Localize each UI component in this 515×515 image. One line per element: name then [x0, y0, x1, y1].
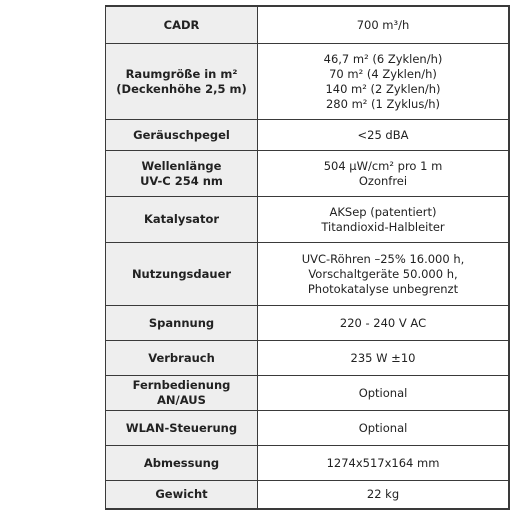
row-value: 504 µW/cm² pro 1 m Ozonfrei	[257, 151, 510, 196]
table-row-katalysator	[105, 196, 510, 242]
row-label: Gewicht	[105, 481, 257, 508]
spec-table	[48, 5, 510, 510]
row-label: Abmessung	[105, 446, 257, 480]
table-row-abmessung	[105, 445, 510, 480]
row-label: Fernbedienung AN/AUS	[105, 376, 257, 410]
category-label: Daten	[48, 385, 64, 429]
row-value: 700 m³/h	[257, 7, 510, 43]
row-label: CADR	[105, 7, 257, 43]
row-value: 235 W ±10	[257, 341, 510, 375]
row-label: WLAN-Steuerung	[105, 411, 257, 445]
row-value: UVC-Röhren –25% 16.000 h, Vorschaltgeräte 50.000 h, Photokatalyse unbegrenzt	[257, 243, 510, 305]
row-value: Optional	[257, 376, 510, 410]
row-value: 220 - 240 V AC	[257, 306, 510, 340]
row-label: Raumgröße in m² (Deckenhöhe 2,5 m)	[105, 44, 257, 119]
row-label: Katalysator	[105, 197, 257, 242]
row-label: Wellenlänge UV-C 254 nm	[105, 151, 257, 196]
table-row-verbrauch	[105, 340, 510, 375]
row-value: 22 kg	[257, 481, 510, 508]
row-label: Geräuschpegel	[105, 120, 257, 150]
table-row-cadr	[105, 5, 510, 43]
table-row-raumgroesse	[105, 43, 510, 119]
category-label: Belüftung	[48, 43, 64, 111]
table-row-wellenlaenge	[105, 150, 510, 196]
table-row-nutzungsdauer	[105, 242, 510, 305]
row-label: Nutzungsdauer	[105, 243, 257, 305]
category-label: UVC + Katalysator	[48, 130, 64, 261]
row-label: Verbrauch	[105, 341, 257, 375]
row-label: Spannung	[105, 306, 257, 340]
row-value: 1274x517x164 mm	[257, 446, 510, 480]
table-row-spannung	[105, 305, 510, 340]
row-value: AKSep (patentiert) Titandioxid-Halbleiter	[257, 197, 510, 242]
row-value: <25 dBA	[257, 120, 510, 150]
row-value: 46,7 m² (6 Zyklen/h) 70 m² (4 Zyklen/h) 140 m² (2 Zyklen/h) 280 m² (1 Zyklus/h)	[257, 44, 510, 119]
row-value: Optional	[257, 411, 510, 445]
table-row-gewicht	[105, 480, 510, 510]
table-row-geraeuschpegel	[105, 119, 510, 150]
table-row-wlan-steuerung	[105, 410, 510, 445]
table-row-fernbedienung	[105, 375, 510, 410]
